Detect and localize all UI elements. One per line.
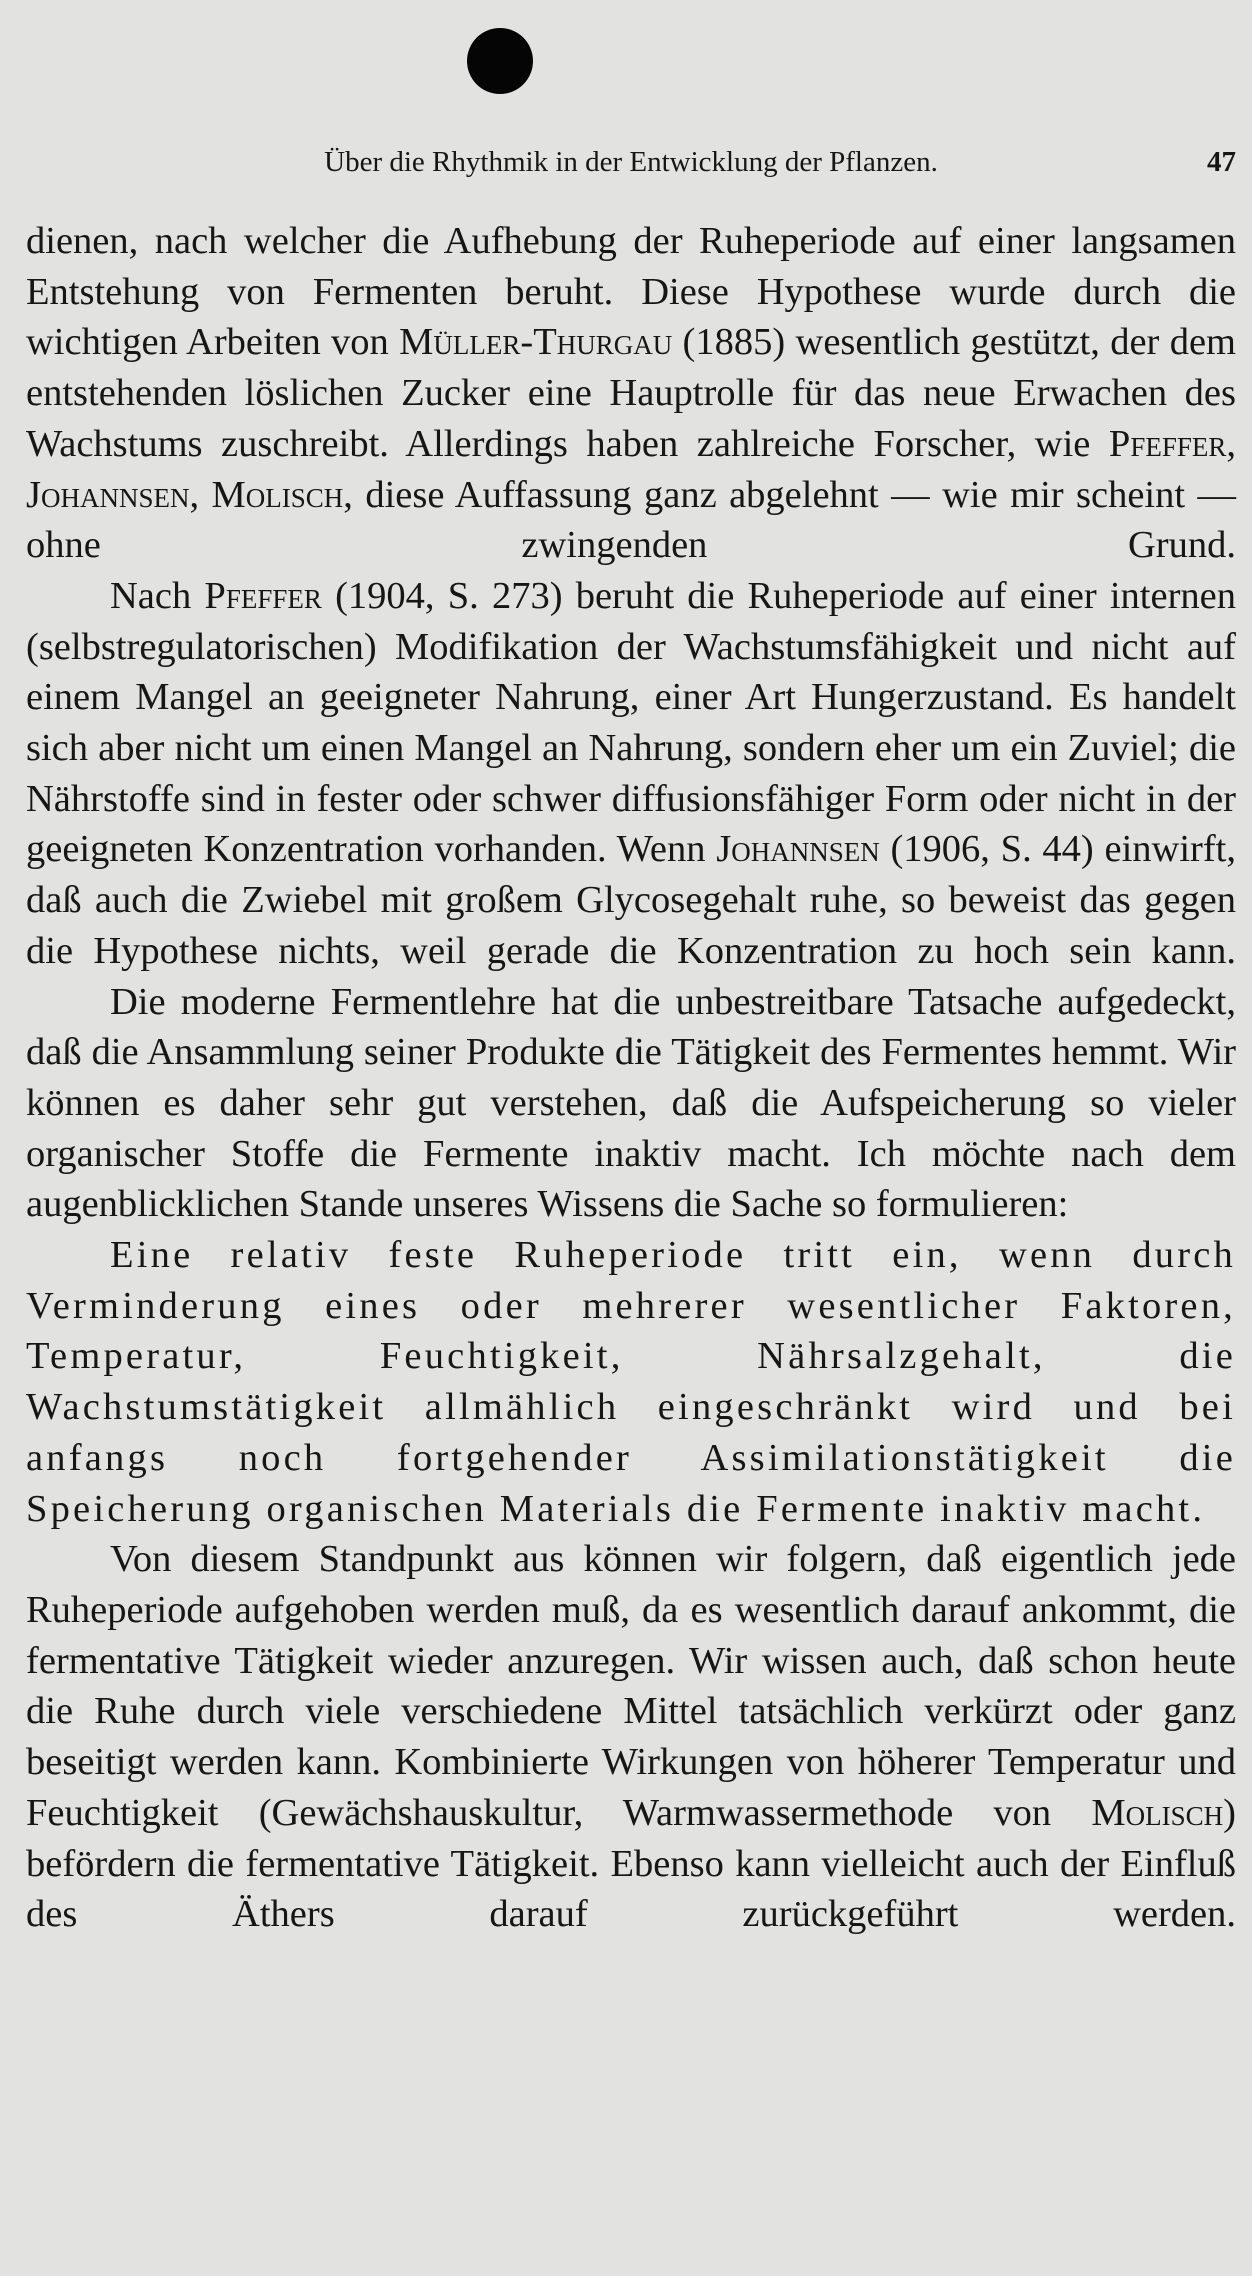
paragraph-4-emphasized: Eine relativ feste Ruheperiode tritt ein, wenn durch Verminderung eines oder mehrerer wesentlicher Faktoren, Temperatur, Feuchtigkeit, Nährsalzgehalt, die Wachstumstätigkeit allmählich eingeschränkt wird und bei anfangs noch fortgehender Assimilationstätigkeit die Speicherung organischen Materials die Fermente inaktiv macht.	[26, 1234, 1236, 1530]
author-name: Pfeffer	[1108, 422, 1227, 465]
author-name: Johannsen	[26, 473, 190, 516]
author-name: Pfeffer	[204, 574, 322, 617]
paragraph-2: Nach Pfeffer (1904, S. 273) beruht die Ruheperiode auf einer internen (selbstregulatorischen) Modifikation der Wachstumsfähigkeit und nicht auf einem Mangel an geeigneter Nahrung, einer Art Hungerzustand. Es handelt sich aber nicht um einen Mangel an Nahrung, sondern eher um ein Zuviel; die Nährstoffe sind in fester oder schwer diffusionsfähiger Form oder nicht in der geeigneten Konzentration vorhanden. Wenn Johannsen (1906, S. 44) einwirft, daß auch die Zwiebel mit großem Glycosegehalt ruhe, so beweist das gegen die Hypothese nichts, weil gerade die Konzentration zu hoch sein kann.	[26, 574, 1236, 972]
author-name: Johannsen	[716, 828, 880, 871]
page-number: 47	[1207, 146, 1236, 178]
author-name: Müller-Thurgau	[399, 321, 673, 364]
author-name: Molisch	[1091, 1791, 1224, 1834]
paragraph-5: Von diesem Standpunkt aus können wir folgern, daß eigentlich jede Ruheperiode aufgehoben werden muß, da es wesentlich darauf ankommt, die fermentative Tätigkeit wieder anzuregen. Wir wissen auch, daß schon heute die Ruhe durch viele verschiedene Mittel tatsächlich verkürzt oder ganz beseitigt werden kann. Kombinierte Wirkungen von höherer Temperatur und Feuchtigkeit (Gewächshauskultur, Warmwassermethode von Molisch) befördern die fermentative Tätigkeit. Ebenso kann vielleicht auch der Einfluß des Äthers darauf zurückgeführt werden.	[26, 1538, 1236, 1936]
author-name: Molisch	[211, 473, 344, 516]
running-title: Über die Rhythmik in der Entwicklung der Pflanzen.	[324, 146, 938, 178]
paragraph-3: Die moderne Fermentlehre hat die unbestreitbare Tatsache aufgedeckt, daß die Ansammlung seiner Produkte die Tätigkeit des Fermentes hemmt. Wir können es daher sehr gut verstehen, daß die Aufspeicherung so vieler organischer Stoffe die Fermente inaktiv macht. Ich möchte nach dem augenblicklichen Stande unseres Wissens die Sache so formulieren:	[26, 980, 1236, 1226]
body-text	[26, 216, 1236, 1940]
page-header	[26, 142, 1236, 182]
punch-hole	[467, 28, 533, 94]
paragraph-1: dienen, nach welcher die Aufhebung der Ruheperiode auf einer langsamen Entstehung von Fermenten beruht. Diese Hypothese wurde durch die wichtigen Arbeiten von Müller-Thurgau (1885) wesentlich gestützt, der dem entstehenden löslichen Zucker eine Hauptrolle für das neue Erwachen des Wachstums zuschreibt. Allerdings haben zahlreiche Forscher, wie Pfeffer, Johannsen, Molisch, diese Auffassung ganz abgelehnt — wie mir scheint — ohne zwingenden Grund.	[26, 220, 1236, 567]
